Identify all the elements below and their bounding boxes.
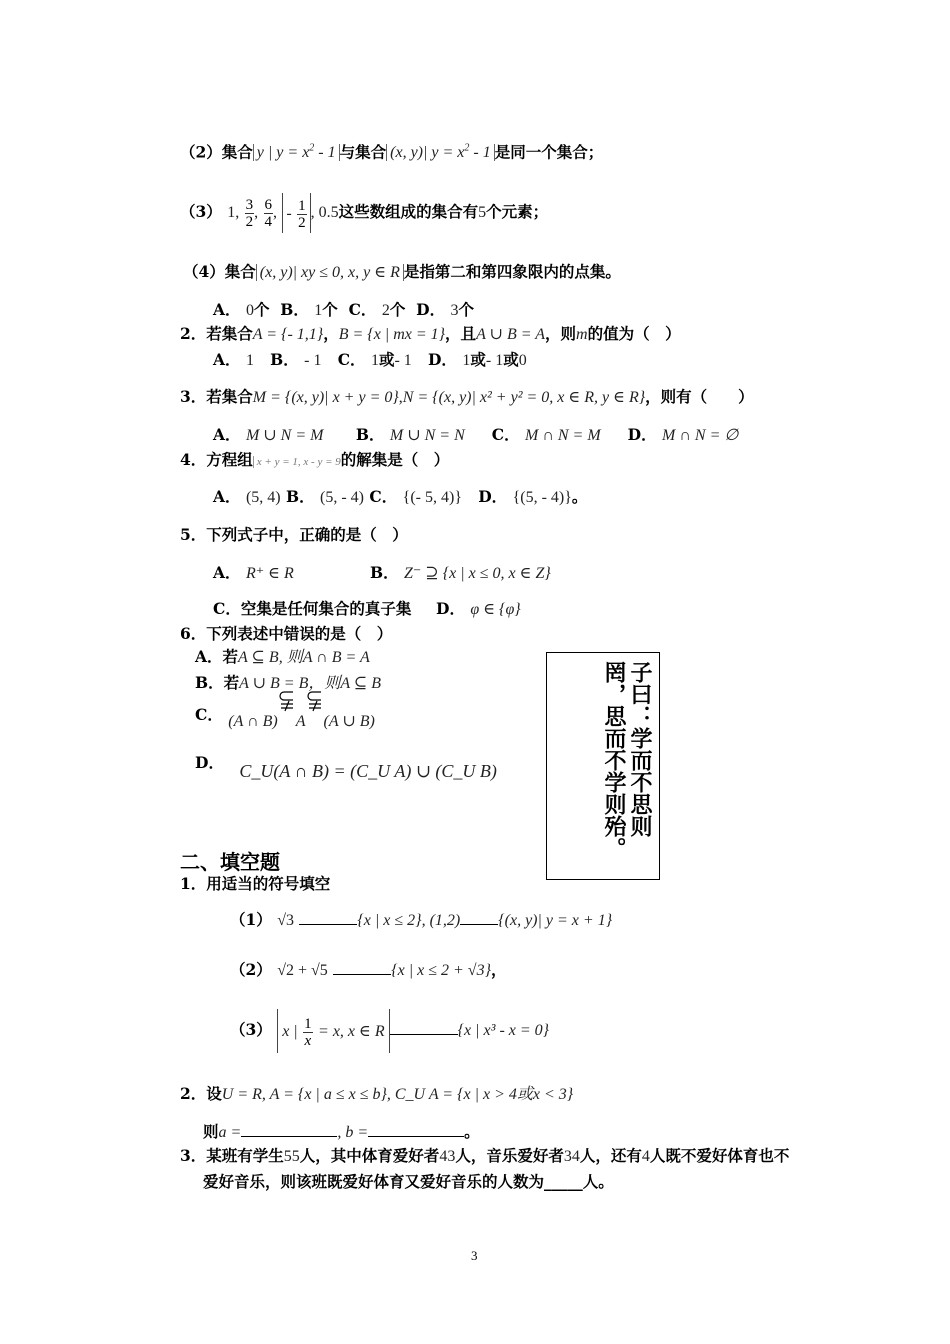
f2-answer-line: 则a = , b = 。 <box>203 1122 480 1141</box>
section-title: 二、填空题 <box>180 850 280 874</box>
q4-system: x + y = 1, x - y = 9 <box>253 456 341 468</box>
q3-option-d[interactable]: D． M ∩ N = ∅ <box>627 425 739 444</box>
q1-item4-suffix: 是指第二和第四象限内的点集。 <box>403 262 621 281</box>
f1-part3-set: x | $\frac{1}{x}$ = x, x ∈ R <box>277 1009 389 1053</box>
q1-item3-values-a: 1, <box>227 204 240 221</box>
q5-option-d[interactable]: D． φ ∈ {φ} <box>436 599 521 618</box>
q1-option-b[interactable]: B． 1个 <box>280 300 338 319</box>
q2-set-b: B = {x | mx = 1} <box>338 326 446 343</box>
f2-expr: U = R, A = {x | a ≤ x ≤ b}, C_U A = {x | x > 4或x < 3} <box>221 1086 574 1103</box>
q1-item3: （3） 1, $\frac{3}{2}$ , $\frac{6}{4}$ , - $\frac{1}{2}$ , 0.5这些数组成的集合有5个元素； <box>180 190 548 235</box>
q4-option-d[interactable]: D． {(5, - 4)} <box>478 487 572 506</box>
f1-blank-3[interactable] <box>333 974 391 975</box>
f1-part3: （3） x | $\frac{1}{x}$ = x, x ∈ R {x | x³ - x = 0} <box>230 1008 549 1053</box>
page-number: 3 <box>471 1248 478 1263</box>
f2-stem: 2．设U = R, A = {x | a ≤ x ≤ b}, C_U A = {x | x > 4或x < 3} <box>180 1084 574 1103</box>
q5-stem: 5．下列式子中，正确的是（ ） <box>180 525 408 544</box>
q2-condition: A ∪ B = A <box>476 326 546 343</box>
q4-options: A． (5, 4) B． (5, - 4) C． {(- 5, 4)} D． {(5, - 4)}。 <box>213 487 588 506</box>
f1-blank-2[interactable] <box>460 924 498 925</box>
q1-item2-set1: y | $y = x^2 - 1$ <box>253 144 340 161</box>
q5-option-c[interactable]: C．空集是任何集合的真子集 <box>213 599 412 618</box>
q3-set-n: N = {(x, y)| x² + y² = 0, x ∈ R, y ∈ R} <box>402 389 646 406</box>
q3-option-a[interactable]: A． M ∪ N = M <box>213 425 324 444</box>
q5-option-b[interactable]: B． Z⁻ ⊇ {x | x ≤ 0, x ∈ Z} <box>370 563 551 582</box>
q1-item3-mid: 这些数组成的集合有 <box>338 202 479 221</box>
q6-option-d[interactable]: D． C_U(A ∩ B) = (C_U A) ∪ (C_U B) <box>195 753 497 781</box>
q4-option-c[interactable]: C． {(- 5, 4)} <box>369 487 462 506</box>
q6-stem: 6．下列表述中错误的是（ ） <box>180 624 393 643</box>
q1-item3-frac2: $\frac{6}{4}$ <box>264 196 273 230</box>
subsetneq-icon <box>278 705 296 725</box>
q1-item2-mid: 与集合 <box>339 142 387 162</box>
q5-option-a[interactable]: A． R⁺ ∈ R <box>213 563 294 582</box>
f3-blank[interactable]: _____ <box>544 1172 583 1191</box>
q1-option-c[interactable]: C． 2个 <box>348 300 406 319</box>
q1-item2-suffix: 是同一个集合； <box>494 142 604 162</box>
q2-set-a: A = {- 1,1} <box>252 326 324 343</box>
q1-options <box>213 300 474 321</box>
q2-stem: 2．若集合A = {- 1,1}，B = {x | mx = 1}，且A ∪ B = A，则m的值为（ ） <box>180 324 681 343</box>
q2-option-b[interactable]: B． - 1 <box>270 350 322 369</box>
q3-option-c[interactable]: C． M ∩ N = M <box>491 425 601 444</box>
q1-item3-frac1: $\frac{3}{2}$ <box>245 196 254 230</box>
q1-item3-count: 5 <box>478 204 487 221</box>
f2-blank-b[interactable] <box>368 1136 464 1137</box>
q3-stem: 3．若集合M = {(x, y)| x + y = 0},N = {(x, y)| x² + y² = 0, x ∈ R, y ∈ R}，则有（ ） <box>180 387 754 406</box>
q1-item3-abs: - $\frac{1}{2}$ <box>282 193 310 233</box>
q4-option-a[interactable]: A． (5, 4) <box>213 487 281 506</box>
q2-options <box>213 350 527 371</box>
q1-option-d[interactable]: D． 3个 <box>416 300 475 319</box>
f2-blank-a[interactable] <box>241 1136 337 1137</box>
q3-set-m: M = {(x, y)| x + y = 0} <box>252 389 399 406</box>
q1-item2-set2: (x, y)| $y = x^2 - 1$ <box>386 144 495 161</box>
f3-line2: 爱好音乐，则该班既爱好体育又爱好音乐的人数为_____人。 <box>203 1172 614 1191</box>
subsetneq-icon <box>306 705 324 725</box>
q3-option-b[interactable]: B． M ∪ N = N <box>355 425 465 444</box>
f1-stem: 1．用适当的符号填空 <box>180 874 331 893</box>
f1-part2: （2） √2 + √5 {x | x ≤ 2 + √3}， <box>230 960 507 979</box>
q2-option-a[interactable]: A． 1 <box>213 350 254 369</box>
f1-blank-4[interactable] <box>390 1034 458 1035</box>
quote-box <box>546 652 660 880</box>
q1-item3-suffix: 个元素； <box>486 202 549 221</box>
q4-stem: 4．方程组 x + y = 1, x - y = 9的解集是（ ） <box>180 450 450 469</box>
f1-blank-1[interactable] <box>299 924 357 925</box>
q6-option-c[interactable]: C． (A ∩ B) A (A ∪ B) <box>195 705 375 726</box>
q2-option-d[interactable]: D． 1或- 1或0 <box>427 350 527 369</box>
q1-item3-prefix: （3） <box>180 202 222 221</box>
q1-item4-prefix: （4）集合 <box>183 262 256 281</box>
quote-text: 子曰：学而不思则罔，思而不学则殆。 <box>601 661 653 859</box>
q1-item2 <box>180 139 603 163</box>
q6-option-b[interactable]: B．若A ∪ B = B，则A ⊆ B <box>195 673 382 692</box>
q6-option-a[interactable]: A．若A ⊆ B, 则A ∩ B = A <box>195 647 370 666</box>
f1-part1: （1） √3 {x | x ≤ 2}, (1,2) {(x, y)| y = x + 1} <box>230 910 613 929</box>
q1-item2-prefix: （2）集合 <box>180 142 253 162</box>
f3-line1: 3．某班有学生55人，其中体育爱好者43人，音乐爱好者34人，还有4人既不爱好体育也不 <box>180 1146 790 1165</box>
q4-option-b[interactable]: B． (5, - 4) <box>286 487 364 506</box>
q3-options <box>213 425 738 446</box>
q1-item4-set: (x, y)| xy ≤ 0, x, y ∈ R <box>256 264 404 281</box>
q1-item4 <box>183 262 621 283</box>
q1-item3-values-b: , 0.5 <box>310 204 339 221</box>
q2-option-c[interactable]: C． 1或- 1 <box>337 350 412 369</box>
q1-option-a[interactable]: A． 0个 <box>213 300 270 319</box>
